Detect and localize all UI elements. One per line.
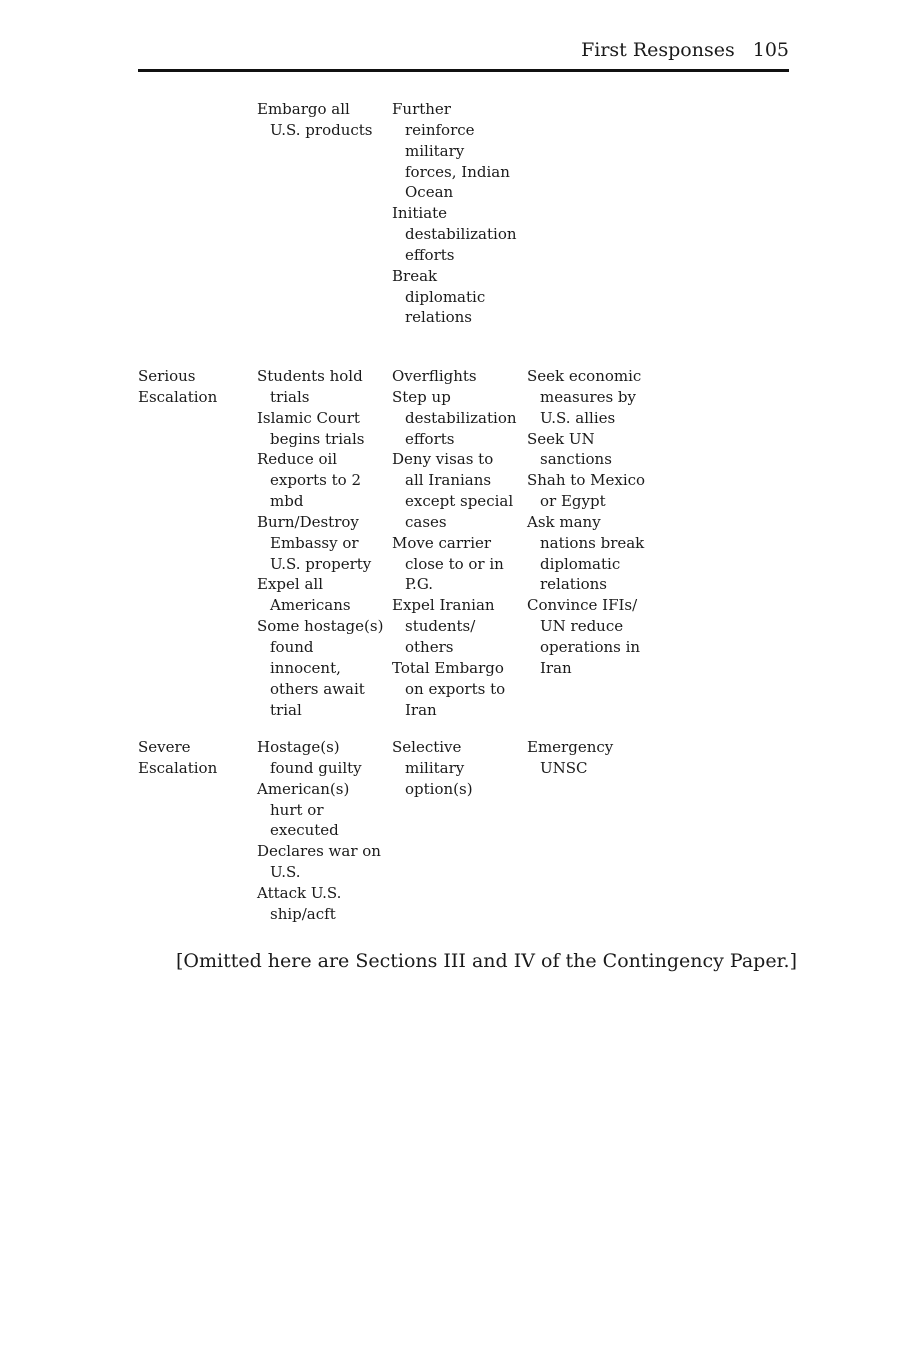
- severe-escalation-label: [138, 737, 217, 779]
- cell-line: ship/acft: [270, 904, 336, 923]
- cell-line: Selective: [392, 738, 462, 756]
- cell-line: Total Embargo: [392, 658, 504, 677]
- cell-line: sanctions: [540, 450, 612, 469]
- cell-line: U.S. products: [270, 120, 373, 139]
- cell-line: Initiate: [392, 204, 448, 223]
- cell-line: reinforce: [405, 120, 475, 139]
- cell-line: or Egypt: [540, 492, 606, 511]
- cell-line: Embassy or: [270, 533, 359, 552]
- cell-line: Islamic Court: [257, 408, 360, 427]
- cell-line: American(s): [257, 779, 350, 798]
- serious-col2: [257, 366, 383, 720]
- cell-line: UNSC: [540, 758, 588, 777]
- cell-line: Embargo all: [257, 100, 350, 118]
- cell-line: all Iranians: [405, 471, 492, 490]
- cell-line: Seek economic: [527, 367, 642, 385]
- cell-line: U.S. allies: [540, 408, 616, 427]
- cell-line: Burn/Destroy: [257, 512, 359, 531]
- cell-line: forces, Indian: [405, 162, 510, 181]
- cell-line: Emergency: [527, 738, 614, 756]
- cell-line: efforts: [405, 429, 455, 448]
- running-header: [138, 38, 789, 62]
- cell-line: Iran: [540, 658, 572, 677]
- cell-line: Move carrier: [392, 533, 492, 552]
- severe-col3: [392, 737, 473, 800]
- cell-line: exports to 2: [270, 471, 362, 490]
- cell-line: Deny visas to: [392, 450, 494, 469]
- cell-line: mbd: [270, 492, 304, 511]
- cell-line: Reduce oil: [257, 450, 338, 469]
- cell-line: military: [405, 141, 465, 160]
- cell-line: Ocean: [405, 183, 454, 202]
- cell-line: Convince IFIs/: [527, 596, 638, 615]
- cell-line: cases: [405, 512, 447, 531]
- cell-line: Iran: [405, 700, 437, 719]
- cell-line: military: [405, 758, 465, 777]
- cell-line: innocent,: [270, 658, 341, 677]
- cell-line: executed: [270, 821, 339, 840]
- cell-line: Escalation: [138, 758, 218, 777]
- running-title: First Responses: [581, 39, 735, 61]
- page-number: 105: [752, 39, 789, 61]
- cell-line: relations: [540, 575, 608, 594]
- serious-col3: [392, 366, 517, 720]
- cell-line: Declares war on: [257, 842, 381, 861]
- cell-line: destabilization: [405, 408, 517, 427]
- cell-line: P.G.: [405, 575, 434, 594]
- cell-line: others: [405, 637, 454, 656]
- cell-line: Expel all: [257, 575, 323, 594]
- cell-line: U.S. property: [270, 554, 372, 573]
- cell-line: diplomatic: [540, 554, 621, 573]
- cell-line: close to or in: [405, 554, 504, 573]
- cell-line: option(s): [405, 779, 473, 798]
- continued-col2: [257, 99, 373, 141]
- cell-line: Attack U.S.: [257, 883, 342, 902]
- cell-line: Severe: [138, 738, 191, 756]
- cell-line: efforts: [405, 245, 455, 264]
- cell-line: trials: [270, 387, 310, 406]
- cell-line: others await: [270, 679, 365, 698]
- cell-line: on exports to: [405, 679, 506, 698]
- cell-line: Step up: [392, 387, 451, 406]
- serious-col4: [527, 366, 645, 679]
- cell-line: U.S.: [270, 863, 301, 882]
- omitted-sections-note: [Omitted here are Sections III and IV of the Contingency Paper.]: [176, 950, 798, 972]
- cell-line: UN reduce: [540, 617, 624, 636]
- cell-line: destabilization: [405, 225, 517, 244]
- severe-col2: [257, 737, 381, 925]
- cell-line: nations break: [540, 533, 645, 552]
- cell-line: Further: [392, 100, 451, 118]
- cell-line: Students hold: [257, 367, 363, 385]
- cell-line: hurt or: [270, 800, 324, 819]
- cell-line: measures by: [540, 387, 636, 406]
- cell-line: operations in: [540, 637, 641, 656]
- serious-escalation-label: [138, 366, 217, 408]
- cell-line: Serious: [138, 367, 196, 385]
- cell-line: students/: [405, 617, 476, 636]
- cell-line: Break: [392, 266, 438, 285]
- cell-line: Ask many: [527, 512, 601, 531]
- cell-line: found: [270, 637, 314, 656]
- cell-line: Hostage(s): [257, 738, 340, 756]
- cell-line: relations: [405, 308, 473, 327]
- continued-col3: [392, 99, 517, 328]
- cell-line: Expel Iranian: [392, 596, 495, 615]
- cell-line: Americans: [270, 596, 351, 615]
- cell-line: begins trials: [270, 429, 365, 448]
- cell-line: Overflights: [392, 367, 477, 385]
- severe-col4: [527, 737, 613, 779]
- cell-line: Shah to Mexico: [527, 471, 646, 490]
- cell-line: except special: [405, 492, 514, 511]
- cell-line: Seek UN: [527, 429, 595, 448]
- cell-line: found guilty: [270, 758, 362, 777]
- cell-line: Escalation: [138, 387, 218, 406]
- cell-line: Some hostage(s): [257, 617, 384, 636]
- cell-line: trial: [270, 700, 302, 719]
- header-rule: [138, 69, 789, 72]
- cell-line: diplomatic: [405, 287, 486, 306]
